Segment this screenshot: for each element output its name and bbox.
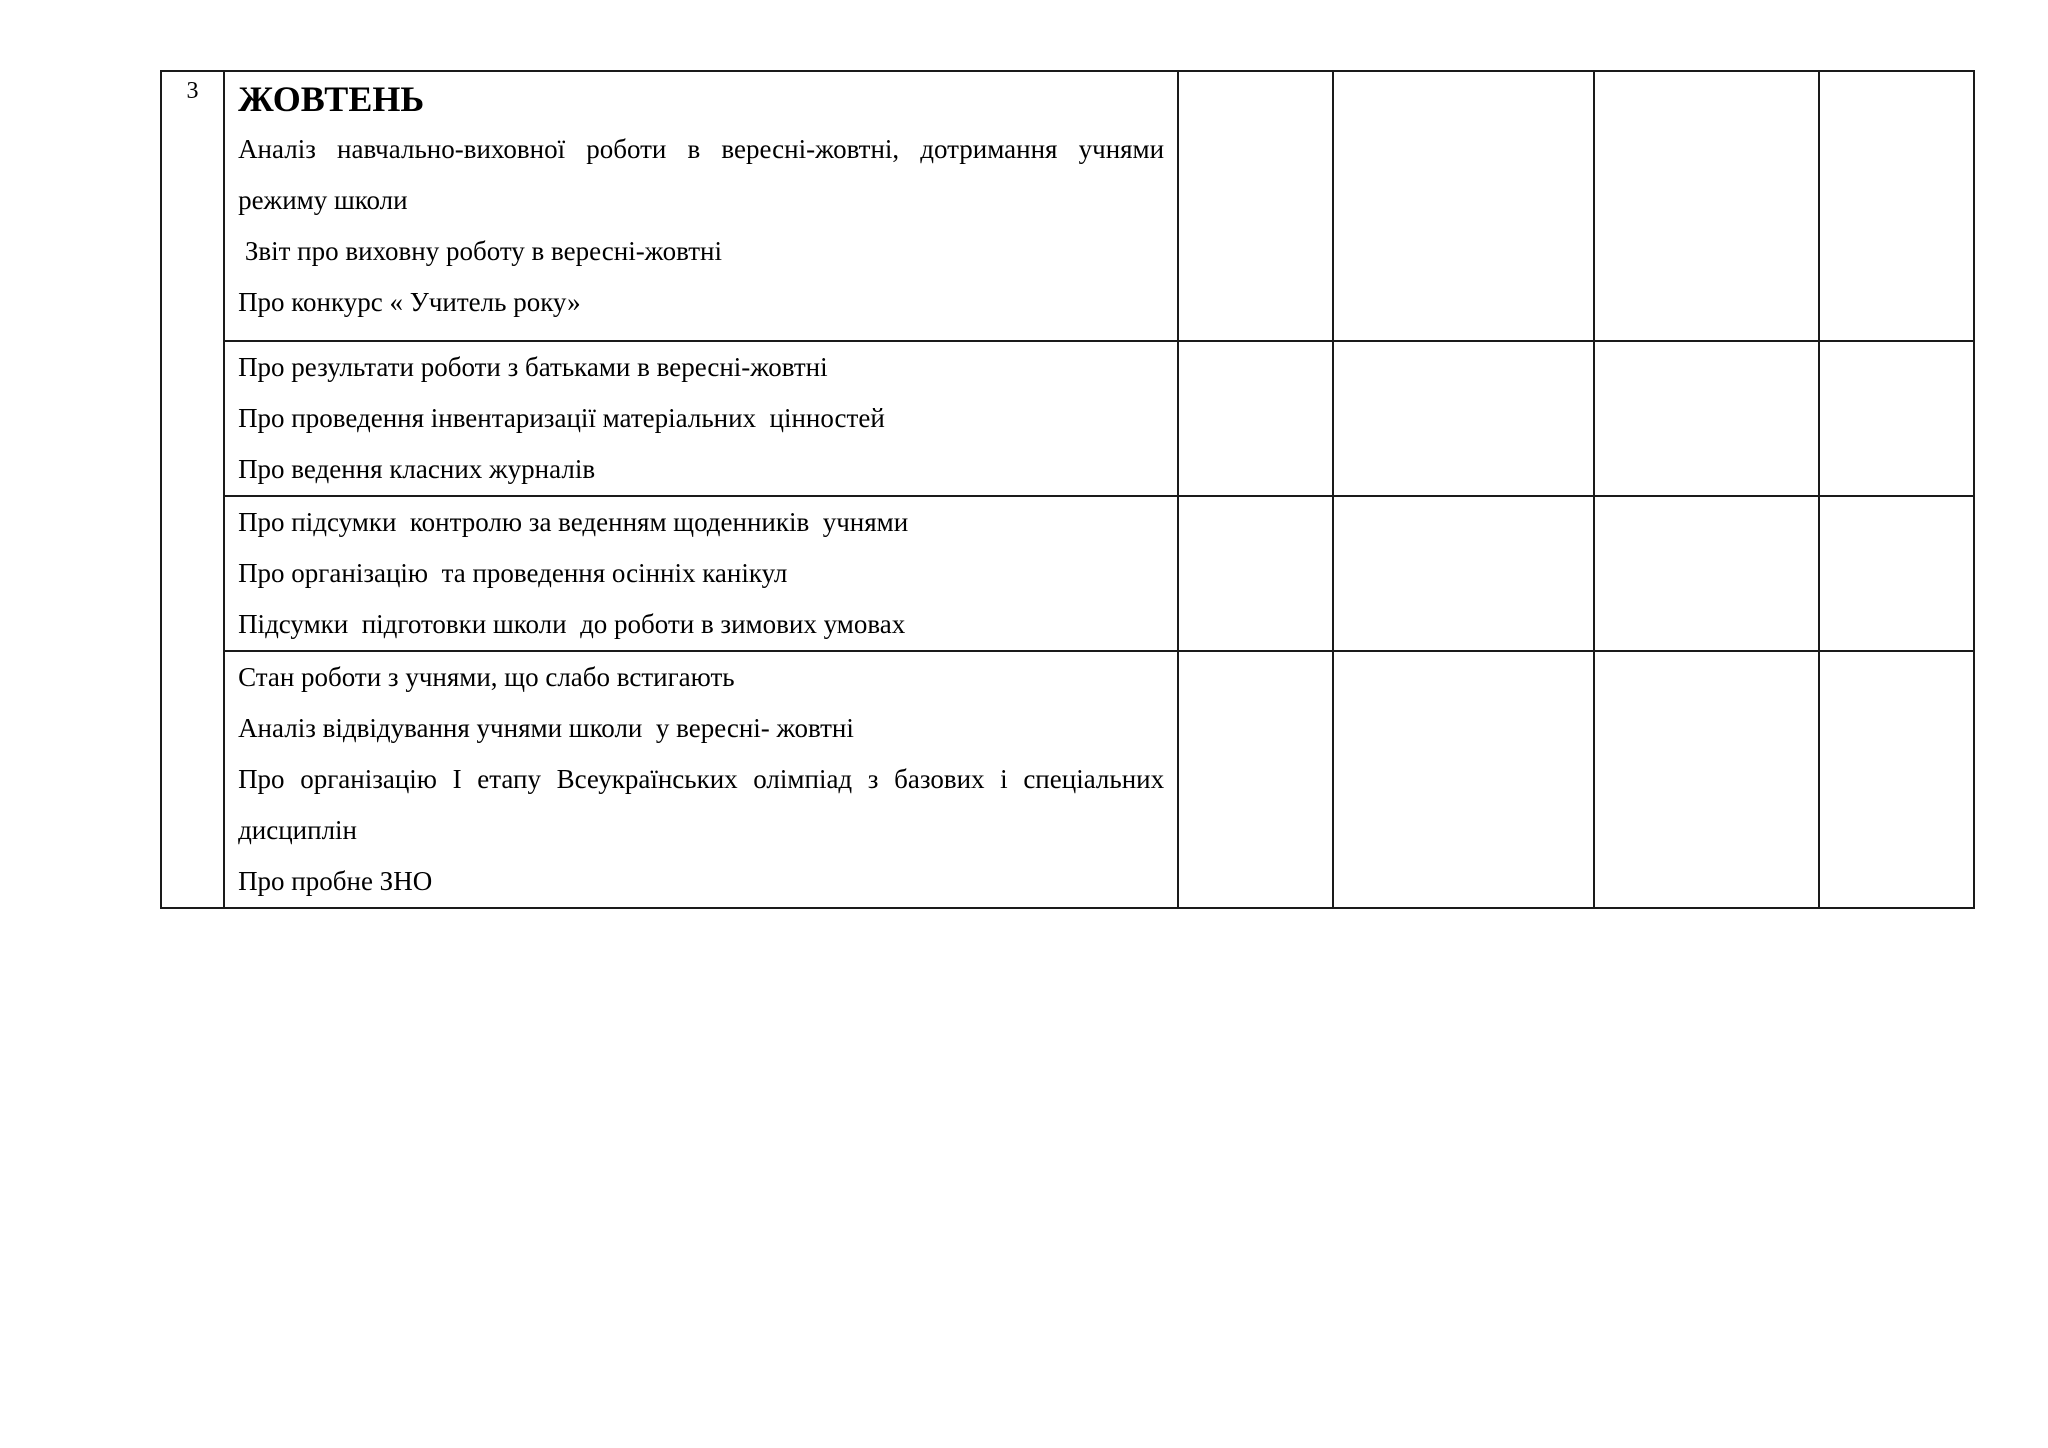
list-item: Про результати роботи з батьками в вересні-жовтні bbox=[238, 352, 828, 382]
list-item: режиму школи bbox=[238, 185, 408, 215]
empty-cell bbox=[1819, 341, 1974, 496]
empty-cell bbox=[1594, 496, 1819, 651]
empty-cell bbox=[1333, 496, 1593, 651]
empty-cell bbox=[1819, 496, 1974, 651]
empty-cell bbox=[1594, 71, 1819, 341]
content-cell bbox=[224, 651, 1178, 908]
content-cell bbox=[224, 496, 1178, 651]
list-item: Звіт про виховну роботу в вересні-жовтні bbox=[238, 236, 722, 266]
list-item: Про організацію І етапу Всеукраїнських олімпіад з базових і спеціальних bbox=[238, 764, 1165, 794]
table-row bbox=[161, 651, 1974, 908]
empty-cell bbox=[1333, 341, 1593, 496]
empty-cell bbox=[1819, 651, 1974, 908]
list-item: Про підсумки контролю за веденням щоденників учнями bbox=[238, 507, 909, 537]
table-row bbox=[161, 341, 1974, 496]
empty-cell bbox=[1178, 341, 1333, 496]
list-item: Стан роботи з учнями, що слабо встигають bbox=[238, 662, 735, 692]
table-row bbox=[161, 71, 1974, 341]
empty-cell bbox=[1819, 71, 1974, 341]
list-item: Підсумки підготовки школи до роботи в зимових умовах bbox=[238, 609, 906, 639]
list-item: Про пробне ЗНО bbox=[238, 866, 433, 896]
empty-cell bbox=[1333, 71, 1593, 341]
list-item: дисциплін bbox=[238, 815, 358, 845]
content-cell bbox=[224, 341, 1178, 496]
empty-cell bbox=[1594, 341, 1819, 496]
monthly-plan-table bbox=[160, 70, 1975, 909]
empty-cell bbox=[1178, 71, 1333, 341]
empty-cell bbox=[1178, 496, 1333, 651]
list-item: Аналіз відвідування учнями школи у вересні- жовтні bbox=[238, 713, 854, 743]
list-item: Аналіз навчально-виховної роботи в вересні-жовтні, дотримання учнями bbox=[238, 134, 1165, 164]
list-item: Про конкурс « Учитель року» bbox=[238, 287, 581, 317]
empty-cell bbox=[1333, 651, 1593, 908]
empty-cell bbox=[1594, 651, 1819, 908]
empty-cell bbox=[1178, 651, 1333, 908]
list-item: Про ведення класних журналів bbox=[238, 454, 596, 484]
content-cell bbox=[224, 71, 1178, 341]
list-item: Про організацію та проведення осінніх канікул bbox=[238, 558, 788, 588]
row-number: 3 bbox=[161, 71, 224, 908]
list-item: Про проведення інвентаризації матеріальних цінностей bbox=[238, 403, 885, 433]
table-row bbox=[161, 496, 1974, 651]
month-heading: ЖОВТЕНЬ bbox=[238, 79, 425, 119]
